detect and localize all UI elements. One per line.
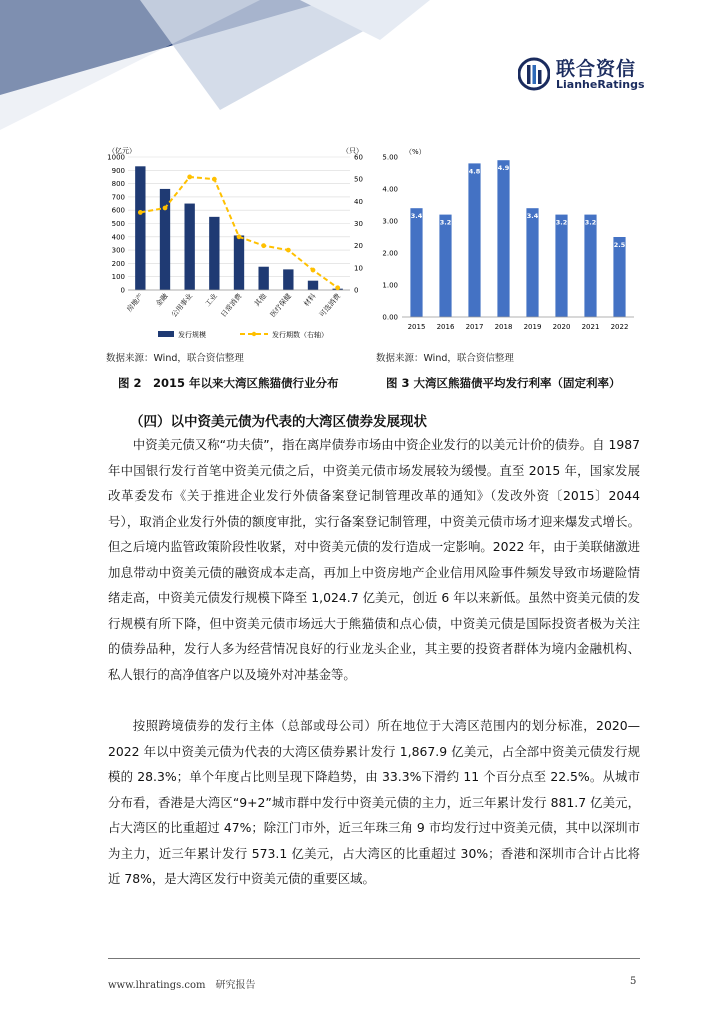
x-tick-label: 公用事业: [170, 292, 195, 319]
y2-axis-unit: （只）: [342, 147, 363, 155]
x-tick-label: 其他: [253, 292, 269, 309]
x-tick-label: 金融: [154, 292, 170, 309]
bar-data-label: 4.8: [468, 167, 481, 176]
line-point: [163, 206, 168, 211]
bar: [410, 208, 422, 317]
bar-data-label: 3.2: [439, 218, 452, 227]
fig3-source: 数据来源：Wind，联合资信整理: [376, 353, 514, 364]
x-tick-label: 工业: [203, 292, 219, 309]
body-paragraph-2: 按照跨境债券的发行主体（总部或母公司）所在地位于大湾区范围内的划分标准，2020—2022 年以中资美元债为代表的大湾区债券累计发行 1,867.9 亿美元，占全部中资美元债发行规模的 28.3%；单个年度占比则呈现下降趋势，由 33.3%下滑约 11 个百分点至 22.5%。从城市分布看，香港是大湾区“9+2”城市群中发行中资美元债的主力，近三年累计发行 881.7 亿美元，占大湾区的比重超过 47%；除江门市外，近三年珠三角 9 市均发行过中资美元债，其中以深圳市为主力，近三年累计发行 573.1 亿美元，占大湾区的比重超过 30%；香港和深圳市合计占比将近 78%，是大湾区发行中资美元债的重要区域。: [108, 718, 640, 886]
bar: [160, 189, 170, 290]
bar-data-label: 4.9: [497, 164, 510, 173]
bar: [468, 163, 480, 317]
x-tick-label: 2021: [581, 323, 600, 331]
fig3-caption: 图 3 大湾区熊猫债平均发行利率（固定利率）: [386, 376, 621, 390]
panda-bond-rate-chart: [372, 145, 640, 340]
y-tick-label: 800: [111, 180, 125, 189]
bar-data-label: 3.4: [410, 212, 423, 221]
y2-tick-label: 40: [354, 197, 363, 206]
legend-swatch-bars: [158, 331, 174, 337]
x-tick-label: 2016: [436, 323, 455, 331]
bar-data-label: 3.4: [526, 212, 539, 221]
page-number: 5: [630, 976, 637, 987]
y-tick-label: 3.00: [382, 217, 398, 226]
footer-site: www.lhratings.com 研究报告: [108, 980, 256, 991]
x-tick-label: 2015: [407, 323, 426, 331]
y-tick-label: 1000: [107, 153, 125, 162]
y-tick-label: 2.00: [382, 249, 398, 258]
y2-tick-label: 30: [354, 220, 363, 228]
bar: [209, 217, 219, 290]
brand-name-cn: 联合资信: [556, 58, 637, 80]
y2-tick-label: 60: [354, 153, 363, 162]
bar-data-label: 2.5: [613, 241, 626, 249]
bar: [258, 267, 268, 290]
body-paragraph-1: 中资美元债又称“功夫债”，指在离岸债券市场由中资企业发行的以美元计价的债券。自 1987 年中国银行发行首笔中资美元债之后，中资美元债市场发展较为缓慢。直至 2015 年，国家发展改革委发布《关于推进企业发行外债备案登记制管理改革的通知》（发改外资〔2015〕2044 号），取消企业发行外债的额度审批，实行备案登记制管理，中资美元债市场才迎来爆发式增长。但之后境内监管政策阶段性收紧，对中资美元债的发行造成一定影响。2022 年，由于美联储激进加息带动中资美元债的融资成本走高，再加上中资房地产企业信用风险事件频发导致市场避险情绪走高，中资美元债发行规模下降至 1,024.7 亿美元，创近 6 年以来新低。虽然中资美元债的发行规模有所下降，但中资美元债市场远大于熊猫债和点心债，中资美元债是国际投资者极为关注的债券品种，发行人多为经营情况良好的行业龙头企业，其主要的投资者群体为境内金融机构、私人银行的高净值客户以及境外对冲基金等。: [108, 437, 640, 682]
section-title: （四）以中资美元债为代表的大湾区债券发展现状: [130, 414, 427, 430]
y-tick-label: 5.00: [382, 153, 398, 162]
bar: [283, 269, 293, 290]
bar: [439, 215, 451, 317]
fig2-source: 数据来源：Wind，联合资信整理: [106, 353, 244, 364]
y-tick-label: 1.00: [382, 281, 398, 290]
bar: [497, 160, 509, 317]
y-tick-label: 0.00: [382, 313, 398, 322]
x-tick-label: 房地产: [125, 292, 145, 314]
x-tick-label: 2019: [523, 323, 542, 331]
industry-distribution-chart: [100, 145, 370, 350]
line-point: [286, 248, 291, 253]
fig2-caption: 图 2 2015 年以来大湾区熊猫债行业分布: [118, 376, 339, 390]
y-tick-label: 0: [120, 286, 125, 295]
line-point: [212, 177, 217, 182]
y-axis-unit: （%）: [405, 148, 426, 156]
lianhe-logo-icon: [518, 56, 550, 92]
x-tick-label: 日常消费: [219, 292, 244, 319]
x-tick-label: 医疗保健: [268, 292, 293, 319]
line-point: [138, 210, 143, 215]
y2-tick-label: 0: [354, 286, 359, 295]
y-tick-label: 700: [111, 193, 125, 202]
brand-logo: [518, 54, 648, 94]
bar: [135, 166, 145, 290]
legend-label-line: 发行期数（右轴）: [272, 331, 328, 339]
bar-data-label: 3.2: [555, 218, 568, 227]
y-tick-label: 300: [111, 246, 125, 255]
line-point: [237, 234, 242, 239]
y-tick-label: 100: [111, 273, 125, 282]
bar-data-label: 3.2: [584, 218, 597, 227]
footer-divider: [108, 958, 640, 959]
y-tick-label: 600: [111, 206, 125, 215]
y-tick-label: 400: [111, 233, 125, 242]
y-tick-label: 4.00: [382, 185, 398, 194]
x-tick-label: 2022: [610, 323, 629, 331]
legend-marker-line: [252, 332, 256, 336]
line-point: [311, 268, 316, 273]
brand-name-en: LianheRatings: [556, 78, 645, 91]
line-point: [187, 175, 192, 180]
x-tick-label: 2018: [494, 323, 513, 331]
x-tick-label: 可选消费: [318, 292, 343, 319]
x-tick-label: 材料: [302, 292, 318, 309]
bar: [184, 204, 194, 290]
y2-tick-label: 10: [354, 264, 363, 273]
y-tick-label: 200: [111, 259, 125, 268]
y-axis-unit: （亿元）: [108, 147, 136, 155]
line-point: [335, 285, 340, 290]
bar: [308, 281, 318, 290]
bar: [526, 208, 538, 317]
y-tick-label: 900: [111, 166, 125, 175]
bar: [555, 215, 567, 317]
bar: [584, 215, 596, 317]
legend-label-bars: 发行规模: [178, 331, 206, 339]
y-tick-label: 500: [111, 220, 125, 228]
line-point: [261, 243, 266, 248]
bar: [234, 235, 244, 290]
y2-tick-label: 50: [354, 175, 363, 184]
bar: [613, 237, 625, 317]
y2-tick-label: 20: [354, 242, 363, 251]
x-tick-label: 2020: [552, 323, 571, 331]
x-tick-label: 2017: [465, 323, 484, 331]
